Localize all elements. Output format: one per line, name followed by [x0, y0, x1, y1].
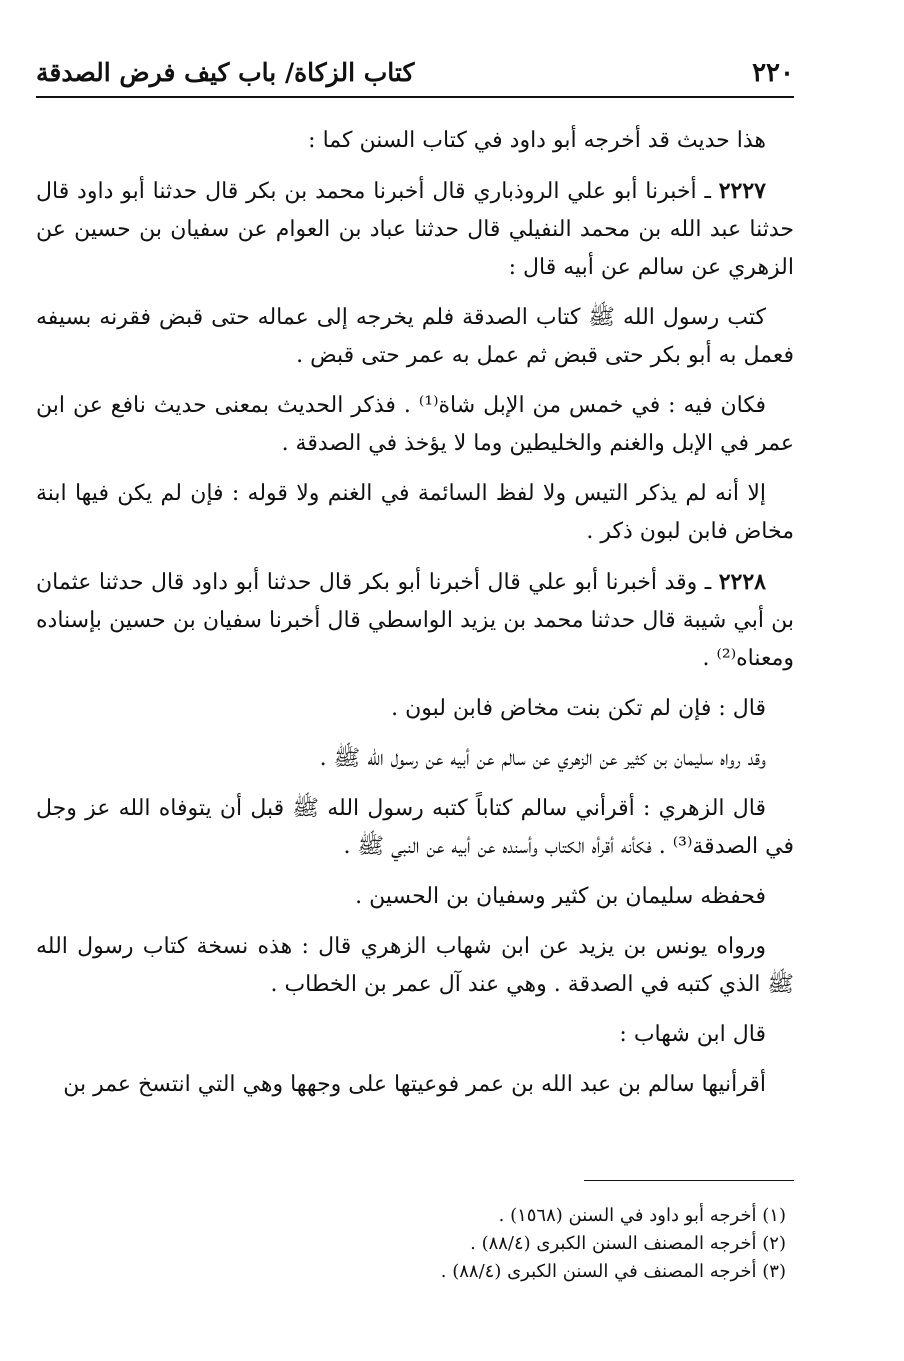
- footnote: (٣) أخرجه المصنف في السنن الكبرى (٨٨/٤) .: [440, 1261, 786, 1282]
- main-text: [36, 122, 794, 1104]
- hadith-number: ٢٢٢٧: [718, 178, 766, 204]
- paragraph: ٢٢٢٧ ـ أخبرنا أبو علي الروذباري قال أخبرنا محمد بن بكر قال حدثنا أبو داود قال حدثنا عبد الله بن محمد النفيلي قال حدثنا عباد بن العوام عن سفيان بن حسين عن الزهري عن سالم عن أبيه قال :: [36, 178, 794, 280]
- paragraph: هذا حديث قد أخرجه أبو داود في كتاب السنن كما :: [308, 128, 766, 153]
- paragraph: قال الزهري : أقرأني سالم كتاباً كتبه رسول الله ﷺ قبل أن يتوفاه الله عز وجل في الصدقة⁽³⁾ . فكأنه أقرأه الكتاب وأسنده عن أبيه عن النبي ﷺ .: [36, 796, 794, 859]
- footnote: (١) أخرجه أبو داود في السنن (١٥٦٨) .: [498, 1205, 786, 1226]
- page-header: [36, 52, 794, 98]
- paragraph: أقرأنيها سالم بن عبد الله بن عمر فوعيتها على وجهها وهي التي انتسخ عمر بن: [63, 1072, 766, 1097]
- running-title: كتاب الزكاة/ باب كيف فرض الصدقة: [36, 58, 415, 87]
- paragraph: ٢٢٢٨ ـ وقد أخبرنا أبو علي قال أخبرنا أبو بكر قال حدثنا أبو داود قال حدثنا عثمان بن أبي شيبة قال حدثنا محمد بن يزيد الواسطي قال أخبرنا سفيان بن حسين بإسناده ومعناه⁽²⁾ .: [36, 569, 794, 671]
- footnote: (٢) أخرجه المصنف السنن الكبرى (٨٨/٤) .: [470, 1233, 786, 1254]
- paragraph: فكان فيه : في خمس من الإبل شاة⁽¹⁾ . فذكر الحديث بمعنى حديث نافع عن ابن عمر في الإبل والغنم والخليطين وما لا يؤخذ في الصدقة .: [36, 393, 794, 456]
- hadith-number: ٢٢٢٨: [718, 569, 766, 595]
- footnotes: [36, 1202, 794, 1286]
- paragraph: فحفظه سليمان بن كثير وسفيان بن الحسين .: [355, 884, 766, 909]
- page: [36, 52, 794, 1322]
- paragraph: وقد رواه سليمان بن كثير عن الزهري عن سالم عن أبيه عن رسول الله ﷺ .: [319, 746, 766, 771]
- page-number: ٢٢٠: [752, 58, 794, 88]
- paragraph: قال : فإن لم تكن بنت مخاض فابن لبون .: [391, 696, 766, 721]
- paragraph: كتب رسول الله ﷺ كتاب الصدقة فلم يخرجه إلى عماله حتى قبض فقرنه بسيفه فعمل به أبو بكر حتى قبض ثم عمل به عمر حتى قبض .: [36, 305, 794, 368]
- paragraph: إلا أنه لم يذكر التيس ولا لفظ السائمة في الغنم ولا قوله : فإن لم يكن فيها ابنة مخاض فابن لبون ذكر .: [36, 481, 794, 544]
- paragraph: ورواه يونس بن يزيد عن ابن شهاب الزهري قال : هذه نسخة كتاب رسول الله ﷺ الذي كتبه في الصدقة . وهي عند آل عمر بن الخطاب .: [36, 934, 794, 997]
- paragraph: قال ابن شهاب :: [619, 1022, 766, 1047]
- footnote-separator: [584, 1180, 794, 1181]
